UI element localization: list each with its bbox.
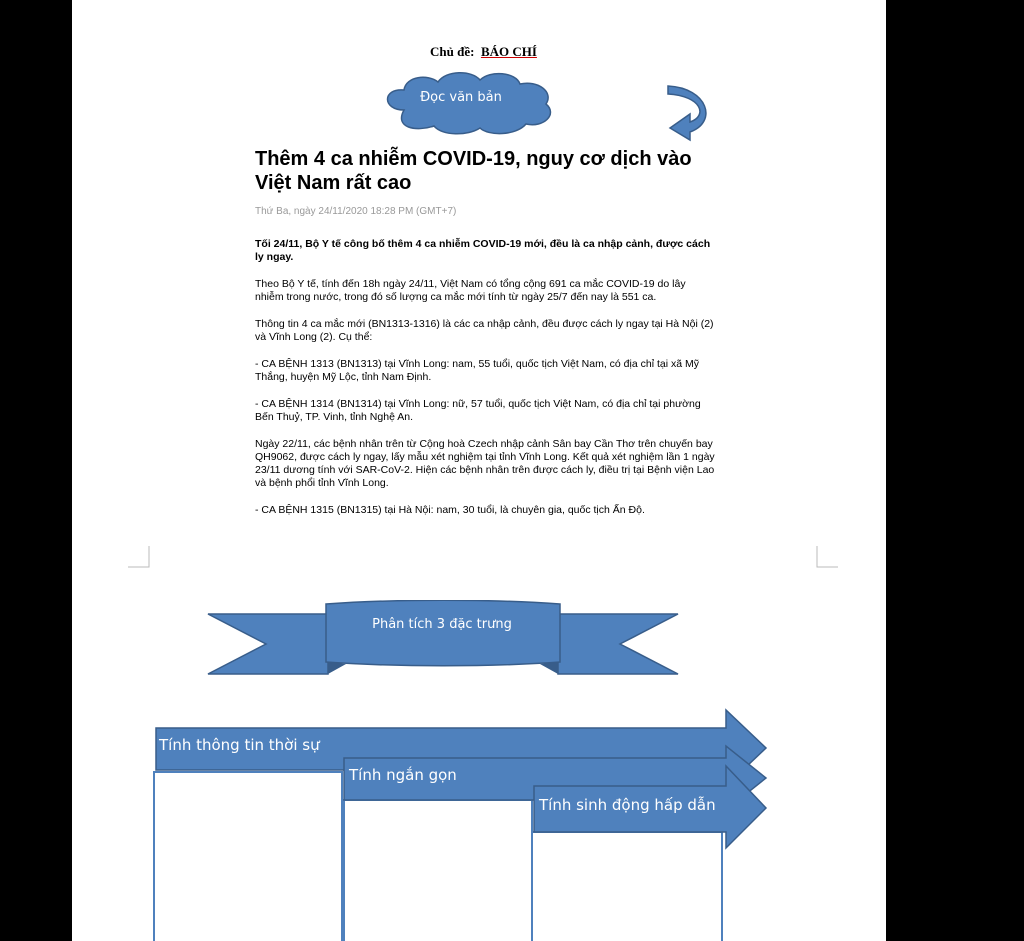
article-paragraph: - CA BỆNH 1315 (BN1315) tại Hà Nội: nam, 30 tuổi, là chuyên gia, quốc tịch Ấn Độ. [255,504,645,516]
cloud-label: Đọc văn bản [420,90,502,105]
article-paragraph: Theo Bộ Y tế, tính đến 18h ngày 24/11, Việt Nam có tổng cộng 691 ca mắc COVID-19 do lây nhiễm trong nước, trong đó số lượng ca mắc mới tính từ ngày 25/7 đến nay là 551 ca. [255,278,686,303]
margin-corner-right [816,546,838,568]
article-headline: Thêm 4 ca nhiễm COVID-19, nguy cơ dịch vào Việt Nam rất cao [255,148,692,194]
article-body [255,238,717,531]
feature-label-2: Tính ngắn gọn [349,766,457,784]
ribbon-label: Phân tích 3 đặc trưng [372,617,512,632]
feature-label-3: Tính sinh động hấp dẫn [539,796,716,814]
feature-box-2 [344,800,532,941]
topic-value: BÁO CHÍ [480,44,537,59]
article-dateline: Thứ Ba, ngày 24/11/2020 18:28 PM (GMT+7) [255,206,457,217]
feature-box-3 [532,832,722,941]
topic-prefix: Chủ đề: [430,44,475,59]
feature-label-1: Tính thông tin thời sự [159,736,320,754]
article-paragraph: Thông tin 4 ca mắc mới (BN1313-1316) là các ca nhập cảnh, đều được cách ly ngay tại Hà Nội (2) và Vĩnh Long (2). Cụ thể: [255,318,714,343]
article-paragraph: - CA BỆNH 1314 (BN1314) tại Vĩnh Long: nữ, 57 tuổi, quốc tịch Việt Nam, có địa chỉ tại phường Bến Thuỷ, TP. Vinh, tỉnh Nghệ An. [255,398,701,423]
feature-box-1 [154,772,342,941]
margin-corner-left [128,546,150,568]
topic-line [430,44,537,60]
article-lead: Tối 24/11, Bộ Y tế công bố thêm 4 ca nhiễm COVID-19 mới, đều là ca nhập cảnh, được cách ly ngay. [255,238,711,263]
article-paragraph: Ngày 22/11, các bệnh nhân trên từ Cộng hoà Czech nhập cảnh Sân bay Cần Thơ trên chuyến bay QH9062, được cách ly ngay, lấy mẫu xét nghiệm tại tỉnh Vĩnh Long. Kết quả xét nghiệm lần 1 ngày 23/11 dương tính với SAR-CoV-2. Hiện các bệnh nhân trên được cách ly, điều trị tại Bệnh viện Lao và bệnh phổi tỉnh Vĩnh Long. [255,438,715,489]
curved-arrow-icon [664,82,716,150]
ribbon-banner [206,600,680,678]
article-paragraph: - CA BỆNH 1313 (BN1313) tại Vĩnh Long: nam, 55 tuổi, quốc tịch Việt Nam, có địa chỉ tại xã Mỹ Thắng, huyện Mỹ Lộc, tỉnh Nam Định. [255,358,699,383]
